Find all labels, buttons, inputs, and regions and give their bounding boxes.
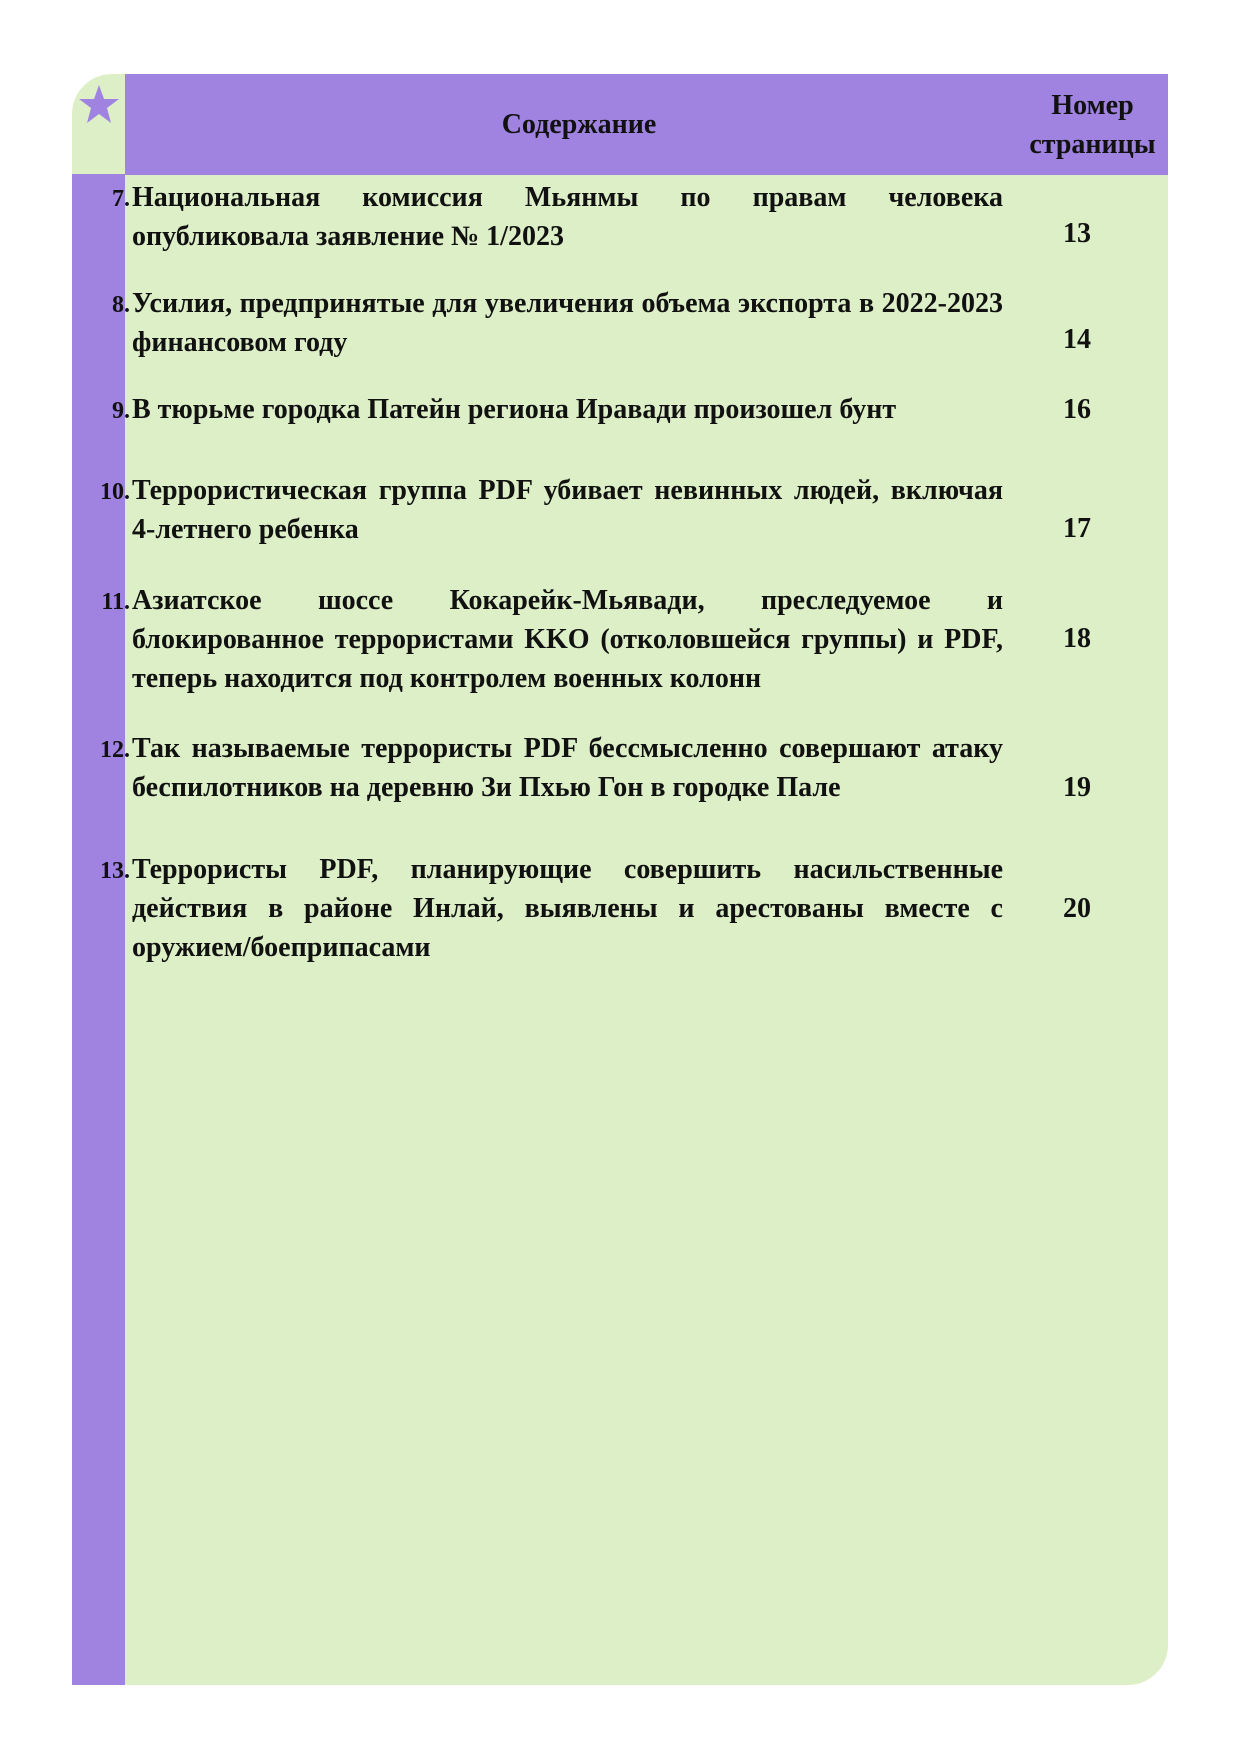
entry-title: Азиатское шоссе Кокарейк-Мьявади, преследуемое и блокированное террористами KKO (отколовшейся группы) и PDF, теперь находится под контролем военных колонн: [132, 585, 1003, 694]
entry-page: 14: [1063, 324, 1091, 355]
entry-title: Террористическая группа PDF убивает невинных людей, включая 4-летнего ребенка: [132, 475, 1003, 545]
page-number-header: Номер страницы: [1029, 90, 1156, 160]
entry-page: 20: [1063, 893, 1091, 924]
entry-title: Усилия, предпринятые для увеличения объема экспорта в 2022-2023 финансовом году: [132, 288, 1003, 358]
entry-number: 13.: [100, 858, 130, 884]
entry-page: 16: [1063, 394, 1091, 425]
entry-number: 12.: [100, 737, 130, 763]
entry-number: 11.: [101, 589, 130, 615]
entry-title: Национальная комиссия Мьянмы по правам человека опубликовала заявление № 1/2023: [132, 182, 1003, 252]
entry-title: В тюрьме городка Патейн региона Иравади произошел бунт: [132, 394, 897, 425]
toc-panel: [72, 74, 1168, 1685]
entry-page: 19: [1063, 772, 1091, 803]
entry-page: 17: [1063, 513, 1091, 544]
entry-number: 8.: [112, 292, 130, 318]
star-icon: [78, 84, 120, 126]
entry-page: 18: [1063, 623, 1091, 654]
entry-title: Террористы PDF, планирующие совершить насильственные действия в районе Инлай, выявлены и арестованы вместе с оружием/боеприпасами: [132, 854, 1003, 963]
toc-title: Содержание: [501, 108, 657, 140]
entry-page: 13: [1063, 218, 1091, 249]
entry-title: Так называемые террористы PDF бессмысленно совершают атаку беспилотников на деревню Зи Пхью Гон в городке Пале: [132, 733, 1003, 803]
entry-number: 10.: [100, 479, 130, 505]
entry-number: 9.: [112, 398, 130, 424]
entry-number: 7.: [112, 186, 130, 212]
